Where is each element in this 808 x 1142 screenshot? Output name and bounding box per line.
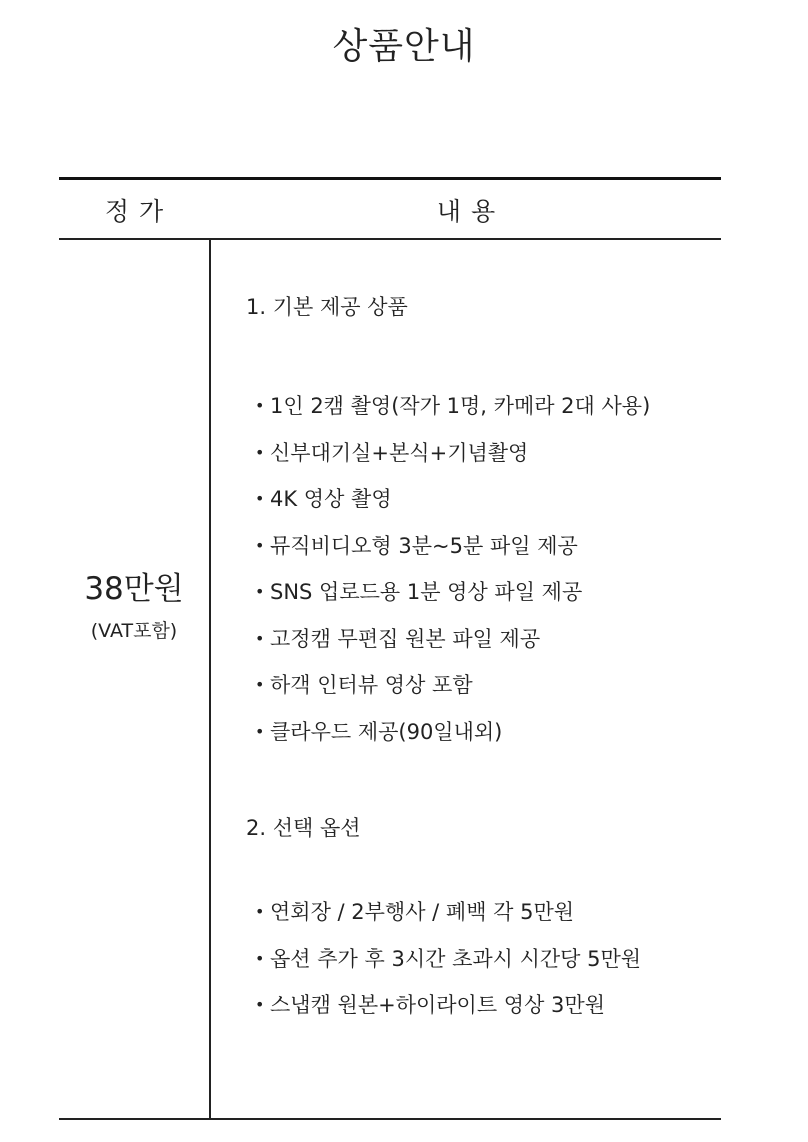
bullet-icon: •: [255, 628, 265, 648]
option-items-list: [246, 889, 716, 1029]
section-heading-options: 2. 선택 옵션: [246, 816, 361, 840]
bullet-icon: •: [255, 489, 265, 508]
list-item: [246, 476, 716, 523]
content-cell: [246, 290, 716, 1029]
price-cell: [59, 568, 209, 646]
bullet-icon: •: [255, 396, 265, 415]
table-column-divider: [209, 239, 211, 1120]
list-item: [246, 889, 716, 936]
list-item: [246, 616, 716, 663]
list-item: [246, 430, 716, 477]
bullet-icon: •: [255, 721, 265, 741]
price-amount: 38만원: [84, 571, 184, 607]
list-item-text: 클라우드 제공(90일내외): [270, 719, 503, 744]
list-item: [246, 709, 716, 756]
list-item: [246, 662, 716, 709]
list-item-text: 4K 영상 촬영: [270, 487, 392, 511]
page-title: 상품안내: [332, 26, 476, 67]
list-item-text: 뮤직비디오형 3분~5분 파일 제공: [270, 533, 578, 558]
list-item-text: 하객 인터뷰 영상 포함: [270, 673, 473, 697]
list-item: [246, 523, 716, 570]
price-vat-note: (VAT포함): [90, 620, 178, 642]
list-item-text: 스냅캠 원본+하이라이트 영상 3만원: [270, 993, 605, 1017]
list-item: [246, 982, 716, 1029]
list-item-text: 고정캠 무편집 원본 파일 제공: [270, 626, 541, 651]
list-item: [246, 569, 716, 616]
bullet-icon: •: [255, 995, 265, 1014]
list-item-text: 신부대기실+본식+기념촬영: [270, 440, 529, 465]
list-item-text: 연회장 / 2부행사 / 폐백 각 5만원: [270, 900, 575, 924]
table-top-rule: [59, 177, 721, 180]
header-content: 내용: [436, 197, 506, 226]
bullet-icon: •: [255, 675, 265, 694]
list-item-text: 옵션 추가 후 3시간 초과시 시간당 5만원: [270, 946, 642, 971]
header-price: 정가: [104, 197, 174, 226]
basic-items-list: [246, 383, 716, 755]
table-header-rule: [59, 238, 721, 240]
list-item-text: 1인 2캠 촬영(작가 1명, 카메라 2대 사용): [270, 394, 651, 418]
bullet-icon: •: [255, 442, 265, 462]
table-bottom-rule: [59, 1118, 721, 1120]
list-item-text: SNS 업로드용 1분 영상 파일 제공: [270, 580, 583, 604]
bullet-icon: •: [255, 948, 265, 968]
section-heading-basic: 1. 기본 제공 상품: [246, 295, 408, 319]
bullet-icon: •: [255, 582, 265, 601]
bullet-icon: •: [255, 902, 265, 921]
list-item: [246, 936, 716, 983]
bullet-icon: •: [255, 535, 265, 555]
list-item: [246, 383, 716, 430]
